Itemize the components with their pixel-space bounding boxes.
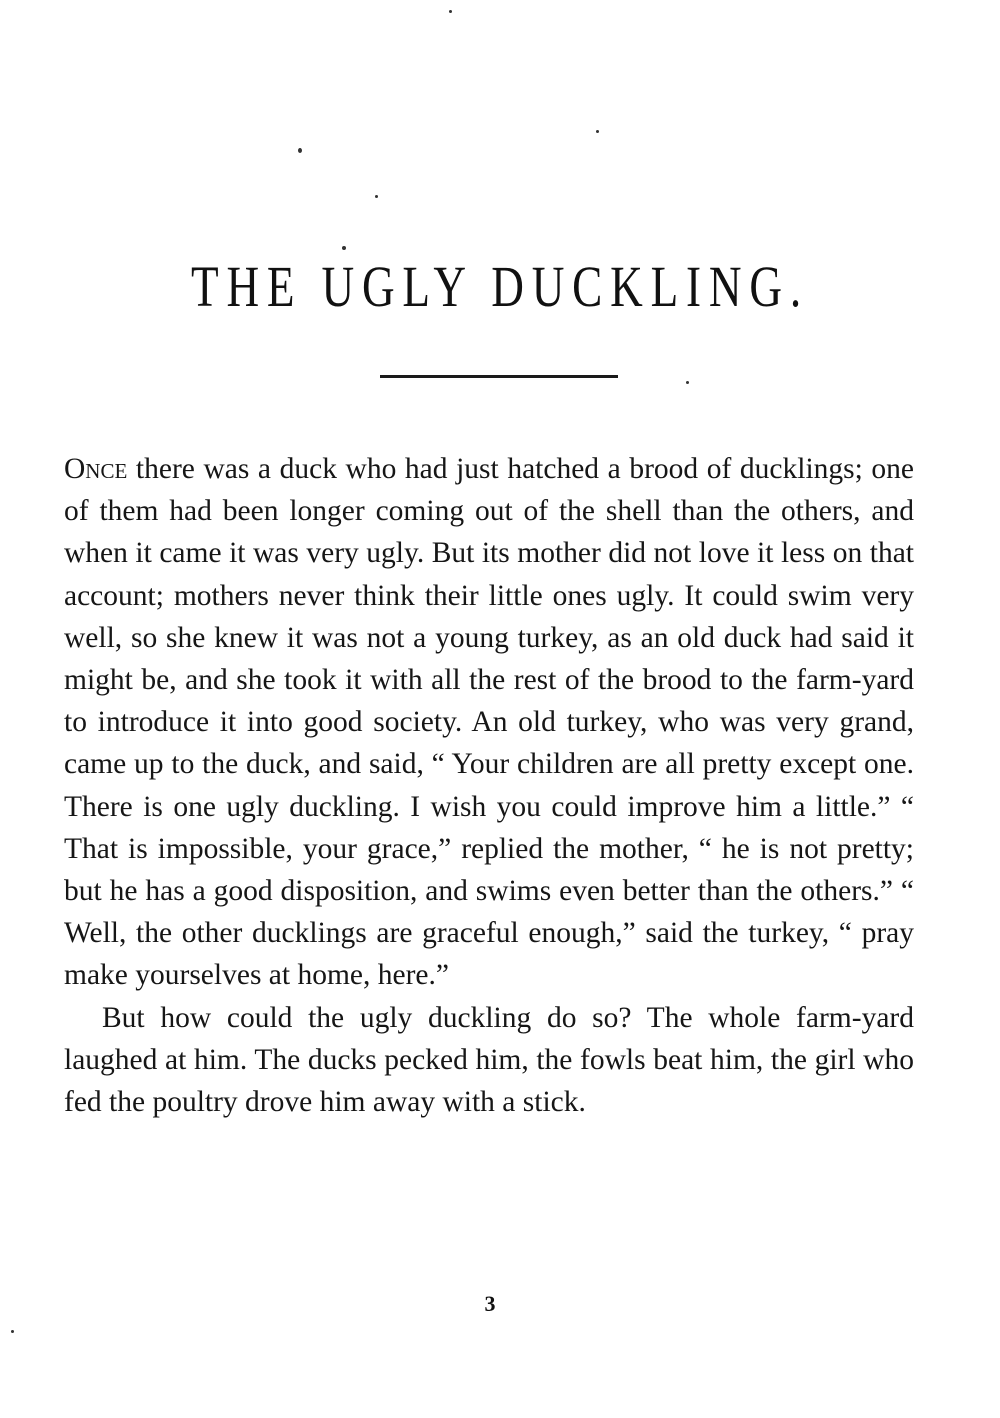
page-number: 3: [484, 1291, 496, 1316]
paragraph-1-text: there was a duck who had just hatched a brood of ducklings; one of them had been longer coming out of the shell than the others, and when it came it was very ugly. But its mother did not love it less on that account; mothers never think their little ones ugly. It could swim very well, so she knew it was not a young turkey, as an old duck had said it might be, and she took it with all the rest of the brood to the farm-yard to introduce it into good society. An old turkey, who was very grand, came up to the duck, and said, “ Your children are all pretty except one. There is one ugly duckling. I wish you could improve him a little.” “ That is impossible, your grace,” replied the mother, “ he is not pretty; but he has a good disposition, and swims even better than the others.” “ Well, the other ducklings are graceful enough,” said the turkey, “ pray make yourselves at home, here.”: [64, 453, 914, 992]
paragraph-1: [64, 448, 914, 997]
paragraph-2: But how could the ugly duckling do so? The whole farm-yard laughed at him. The ducks pecked him, the fowls beat him, the girl who fed the poultry drove him away with a stick.: [64, 1001, 914, 1119]
ink-speck: [11, 1330, 14, 1333]
ink-speck: [298, 148, 302, 153]
ink-speck: [342, 246, 346, 250]
ink-speck: [375, 195, 378, 198]
opening-word: Once: [64, 453, 128, 485]
title-rule: [380, 375, 618, 378]
ink-speck: [449, 10, 452, 13]
ink-speck: [686, 381, 689, 384]
ink-speck: [596, 130, 599, 133]
page-title: THE UGLY DUCKLING.: [191, 254, 809, 319]
story-body: [64, 448, 914, 1123]
